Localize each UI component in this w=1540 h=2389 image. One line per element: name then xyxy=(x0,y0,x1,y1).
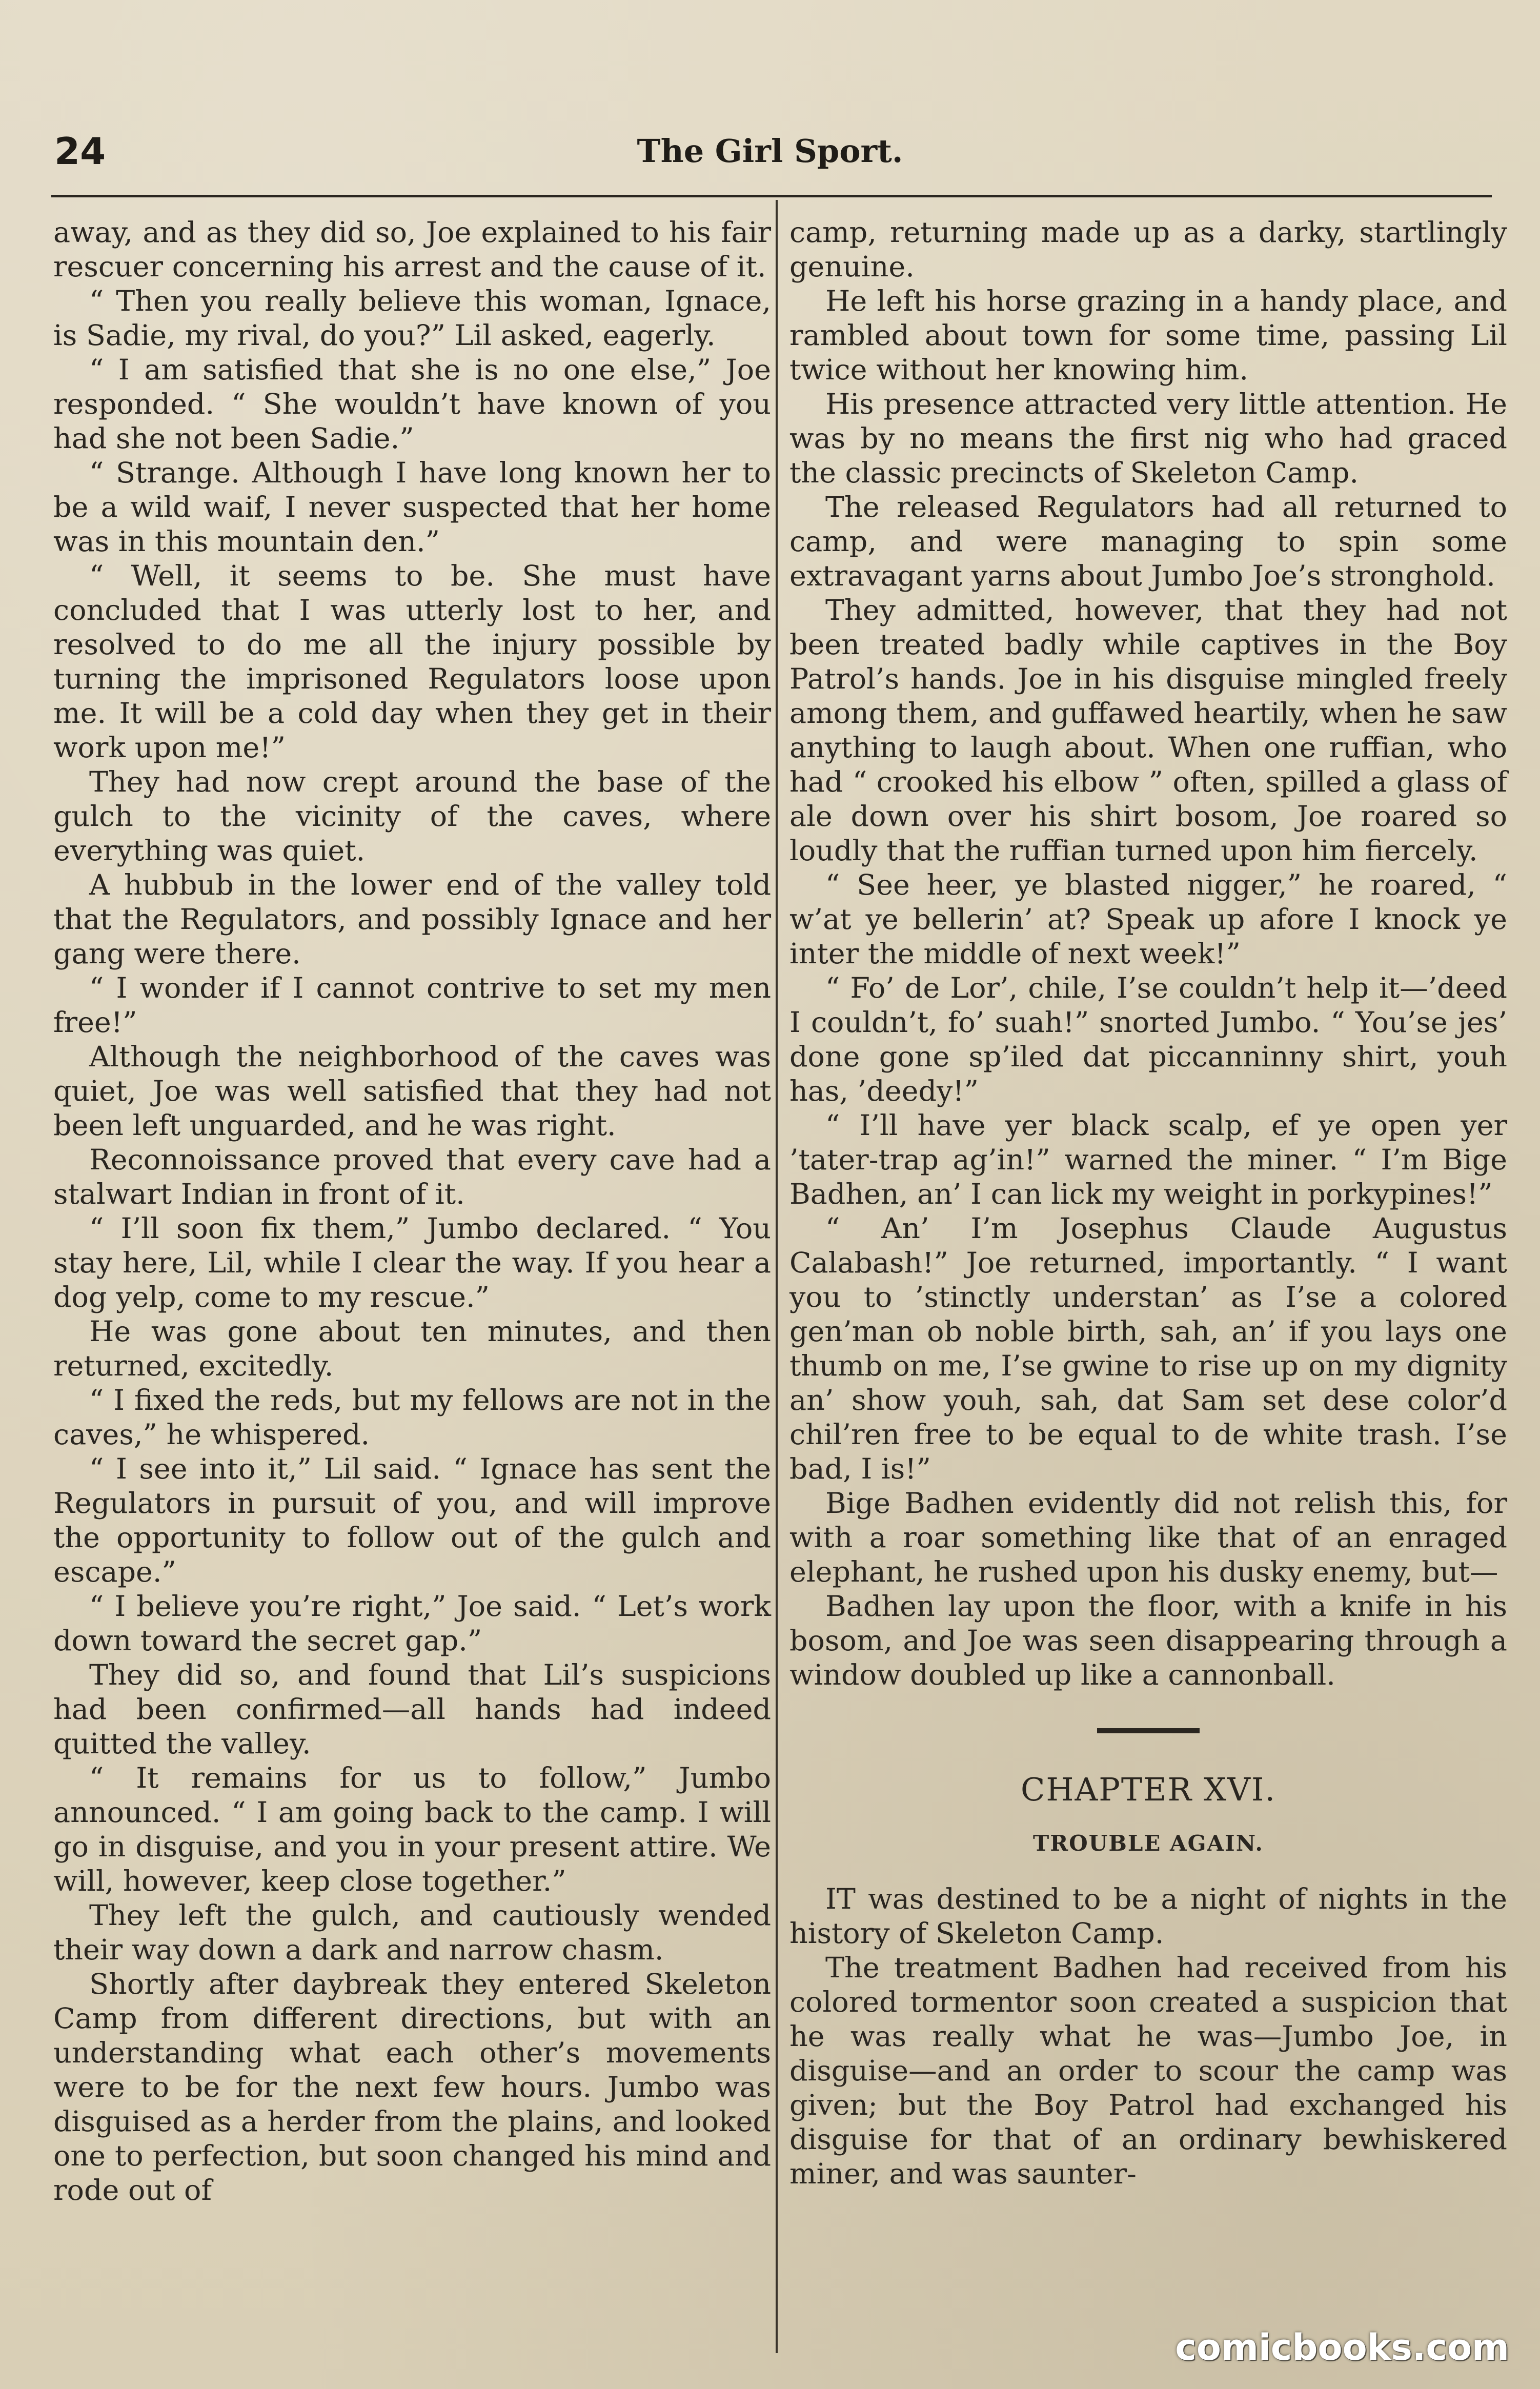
paragraph: Shortly after daybreak they entered Skeleton Camp from different directions, but with an understanding what each other’s movements were to be for the next few hours. Jumbo was disguised as a herder from the plains, and looked one to perfection, but soon changed his mind and rode out of xyxy=(53,1968,771,2207)
paragraph: He left his horse grazing in a handy place, and rambled about town for some time, passing Lil twice without her knowing him. xyxy=(789,285,1507,387)
paragraph: “ Well, it seems to be. She must have concluded that I was utterly lost to her, and resolved to do me all the injury possible by turning the imprisoned Regulators loose upon me. It will be a cold day when they get in their work upon me!” xyxy=(53,559,771,764)
watermark: comicbooks.com xyxy=(1175,2326,1509,2368)
section-divider xyxy=(1097,1728,1200,1733)
paragraph: camp, returning made up as a darky, startlingly genuine. xyxy=(789,216,1507,284)
paragraph: “ Fo’ de Lor’, chile, I’se couldn’t help it—’deed I couldn’t, fo’ suah!” snorted Jumbo. “ You’se jes’ done gone sp’iled dat piccanninny shirt, youh has, ’deedy!” xyxy=(789,971,1507,1108)
paragraph: “ It remains for us to follow,” Jumbo announced. “ I am going back to the camp. I will go in disguise, and you in your present attire. We will, however, keep close together.” xyxy=(53,1762,771,1898)
paragraph: His presence attracted very little attention. He was by no means the first nig who had graced the classic precincts of Skeleton Camp. xyxy=(789,388,1507,490)
paragraph: “ Then you really believe this woman, Ignace, is Sadie, my rival, do you?” Lil asked, eagerly. xyxy=(53,285,771,352)
running-title: The Girl Sport. xyxy=(637,132,903,170)
header-rule xyxy=(51,195,1492,197)
paragraph: A hubbub in the lower end of the valley told that the Regulators, and possibly Ignace and her gang were there. xyxy=(53,868,771,970)
paragraph: “ I fixed the reds, but my fellows are not in the caves,” he whispered. xyxy=(53,1384,771,1451)
paragraph: “ I believe you’re right,” Joe said. “ Let’s work down toward the secret gap.” xyxy=(53,1590,771,1657)
chapter-subtitle: TROUBLE AGAIN. xyxy=(1032,1831,1264,1856)
paragraph: They left the gulch, and cautiously wended their way down a dark and narrow chasm. xyxy=(53,1899,771,1967)
paragraph: The treatment Badhen had received from his colored tormentor soon created a suspicion that he was really what he was—Jumbo Joe, in disguise—and an order to scour the camp was given; but the Boy Patrol had exchanged his disguise for that of an ordinary bewhiskered miner, and was saunter- xyxy=(789,1951,1507,2191)
paragraph: “ Strange. Although I have long known her to be a wild waif, I never suspected that her home was in this mountain den.” xyxy=(53,456,771,558)
paragraph: “ An’ I’m Josephus Claude Augustus Calabash!” Joe returned, importantly. “ I want you to ’stinctly understan’ as I’se a colored gen’man ob noble birth, sah, an’ if you lays one thumb on me, I’se gwine to rise up on my dignity an’ show youh, sah, dat Sam set dese color’d chil’ren free to be equal to de white trash. I’se bad, I is!” xyxy=(789,1212,1507,1486)
paragraph: They admitted, however, that they had not been treated badly while captives in the Boy Patrol’s hands. Joe in his disguise mingled freely among them, and guffawed heartily, when he saw anything to laugh about. When one ruffian, who had “ crooked his elbow ” often, spilled a glass of ale down over his shirt bosom, Joe roared so loudly that the ruffian turned upon him fiercely. xyxy=(789,594,1507,867)
paragraph: “ See heer, ye blasted nigger,” he roared, “ w’at ye bellerin’ at? Speak up afore I knock ye inter the middle of next week!” xyxy=(789,868,1507,970)
paragraph: IT was destined to be a night of nights in the history of Skeleton Camp. xyxy=(789,1882,1507,1950)
right-column xyxy=(789,215,1507,2191)
paragraph: They did so, and found that Lil’s suspicions had been confirmed—all hands had indeed quitted the valley. xyxy=(53,1658,771,1760)
chapter-title: CHAPTER XVI. xyxy=(1020,1771,1276,1808)
paragraph: “ I see into it,” Lil said. “ Ignace has sent the Regulators in pursuit of you, and will improve the opportunity to follow out of the gulch and escape.” xyxy=(53,1452,771,1589)
paragraph: “ I wonder if I cannot contrive to set my men free!” xyxy=(53,971,771,1039)
paragraph: Badhen lay upon the floor, with a knife in his bosom, and Joe was seen disappearing through a window doubled up like a cannonball. xyxy=(789,1590,1507,1692)
paragraph: Although the neighborhood of the caves was quiet, Joe was well satisfied that they had not been left unguarded, and he was right. xyxy=(53,1040,771,1142)
page-header xyxy=(0,128,1540,174)
paragraph: “ I’ll have yer black scalp, ef ye open yer ’tater-trap ag’in!” warned the miner. “ I’m Bige Badhen, an’ I can lick my weight in porkypines!” xyxy=(789,1109,1507,1211)
paragraph: They had now crept around the base of the gulch to the vicinity of the caves, where everything was quiet. xyxy=(53,765,771,867)
page-number: 24 xyxy=(54,130,106,173)
left-column xyxy=(53,215,771,2208)
paragraph: Reconnoissance proved that every cave had a stalwart Indian in front of it. xyxy=(53,1143,771,1211)
paragraph: He was gone about ten minutes, and then returned, excitedly. xyxy=(53,1315,771,1383)
column-divider xyxy=(776,200,778,2353)
paragraph: “ I’ll soon fix them,” Jumbo declared. “ You stay here, Lil, while I clear the way. If you hear a dog yelp, come to my rescue.” xyxy=(53,1212,771,1314)
paragraph: “ I am satisfied that she is no one else,” Joe responded. “ She wouldn’t have known of you had she not been Sadie.” xyxy=(53,353,771,455)
paragraph: The released Regulators had all returned to camp, and were managing to spin some extravagant yarns about Jumbo Joe’s stronghold. xyxy=(789,491,1507,593)
paragraph: away, and as they did so, Joe explained to his fair rescuer concerning his arrest and the cause of it. xyxy=(53,216,771,284)
paragraph: Bige Badhen evidently did not relish this, for with a roar something like that of an enraged elephant, he rushed upon his dusky enemy, but— xyxy=(789,1487,1507,1589)
